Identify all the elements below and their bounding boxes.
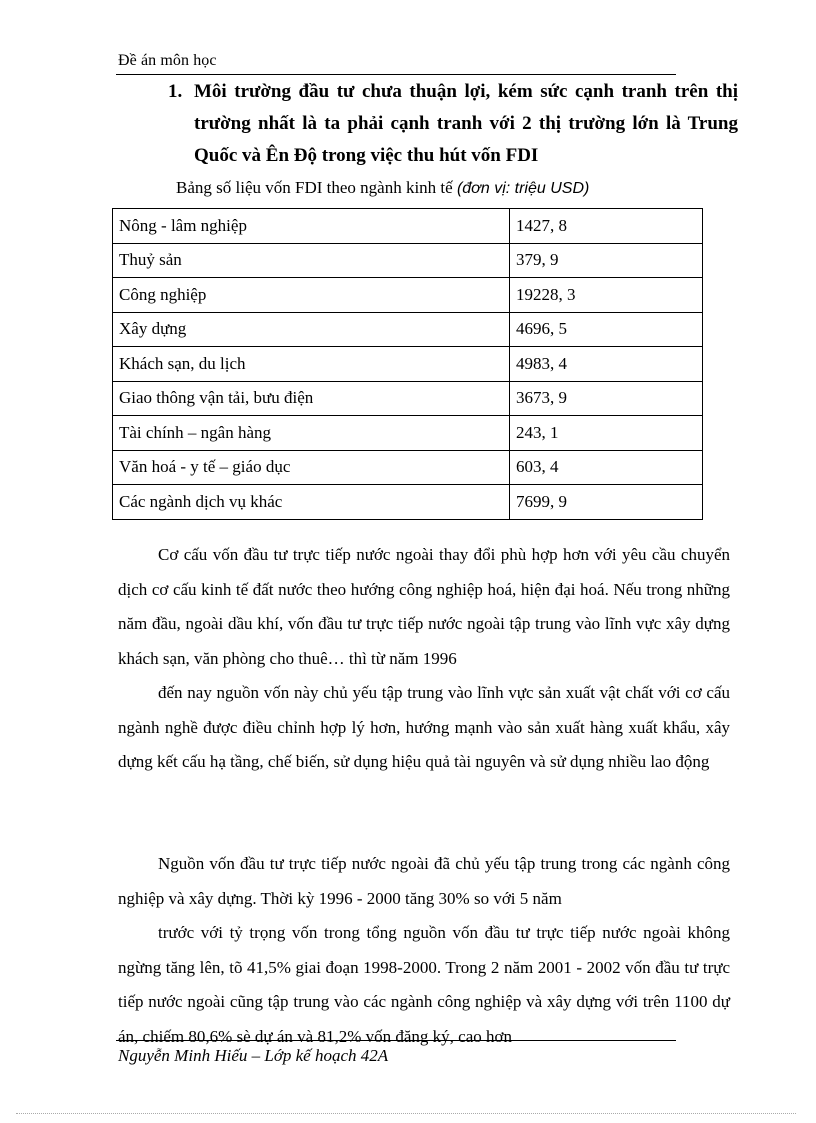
fdi-table [112, 208, 703, 520]
table-row [113, 209, 703, 244]
paragraph-1-part-a: Cơ cấu vốn đầu tư trực tiếp nước ngoài thay đổi phù hợp hơn với yêu cầu chuyển dịch cơ cấu kinh tế đất nước theo hướng công nghiệp hoá, hiện đại hoá. Nếu trong những năm đầu, ngoài dầu khí, vốn đầu tư trực tiếp nước ngoài tập trung vào lĩnh vực xây dựng khách sạn, văn phòng cho thuê… thì từ năm 1996 [118, 545, 730, 668]
footer-author: Nguyễn Minh Hiếu – Lớp kế hoạch 42A [118, 1046, 389, 1065]
table-row [113, 347, 703, 382]
sector-cell: Xây dựng [113, 312, 510, 347]
table-row [113, 450, 703, 485]
table-row [113, 381, 703, 416]
sector-cell: Các ngành dịch vụ khác [113, 485, 510, 520]
table-caption-text: Bảng số liệu vốn FDI theo ngành kinh tế [176, 178, 453, 197]
table-unit: (đơn vị: triệu USD) [456, 180, 590, 197]
table-row [113, 243, 703, 278]
sector-cell: Tài chính – ngân hàng [113, 416, 510, 451]
footer-rule [116, 1040, 676, 1041]
table-caption [176, 178, 589, 198]
paragraph-2-part-a: Nguồn vốn đầu tư trực tiếp nước ngoài đã chủ yếu tập trung trong các ngành công nghiệp và xây dựng. Thời kỳ 1996 - 2000 tăng 30% so với 5 năm [118, 854, 730, 908]
sector-cell: Công nghiệp [113, 278, 510, 313]
value-cell: 4983, 4 [510, 347, 703, 382]
header-rule [116, 74, 676, 75]
section-number: 1. [168, 81, 183, 102]
table-row [113, 485, 703, 520]
value-cell: 1427, 8 [510, 209, 703, 244]
sector-cell: Văn hoá - y tế – giáo dục [113, 450, 510, 485]
value-cell: 4696, 5 [510, 312, 703, 347]
section-heading-text: Môi trường đầu tư chưa thuận lợi, kém sức cạnh tranh trên thị trường nhất là ta phải cạnh tranh với 2 thị trường lớn là Trung Quốc và Ên Độ trong việc thu hút vốn FDI [194, 81, 738, 166]
paragraph-2 [118, 847, 730, 1054]
table-row [113, 278, 703, 313]
paragraph-1-part-b: đến nay nguồn vốn này chủ yếu tập trung vào lĩnh vực sản xuất vật chất với cơ cấu ngành nghề được điều chỉnh hợp lý hơn, hướng mạnh vào sản xuất hàng xuất khẩu, xây dựng kết cấu hạ tầng, chế biến, sử dụng hiệu quả tài nguyên và sử dụng nhiều lao động [118, 683, 730, 771]
table-row [113, 416, 703, 451]
value-cell: 379, 9 [510, 243, 703, 278]
paragraph-2-part-b: trước với tỷ trọng vốn trong tổng nguồn vốn đầu tư trực tiếp nước ngoài không ngừng tăng lên, tõ 41,5% giai đoạn 1998-2000. Trong 2 năm 2001 - 2002 vốn đầu tư trực tiếp nước ngoài cũng tập trung vào các ngành công nghiệp và xây dựng với trên 1100 dự án, chiếm 80,6% sè dự án và 81,2% vốn đăng ký, cao hơn [118, 923, 730, 1046]
value-cell: 19228, 3 [510, 278, 703, 313]
sector-cell: Nông - lâm nghiệp [113, 209, 510, 244]
value-cell: 3673, 9 [510, 381, 703, 416]
sector-cell: Khách sạn, du lịch [113, 347, 510, 382]
table-row [113, 312, 703, 347]
value-cell: 603, 4 [510, 450, 703, 485]
sector-cell: Giao thông vận tải, bưu điện [113, 381, 510, 416]
sector-cell: Thuỷ sản [113, 243, 510, 278]
section-heading [168, 76, 738, 172]
value-cell: 243, 1 [510, 416, 703, 451]
page-edge-dotted-line [16, 1113, 796, 1114]
paragraph-1 [118, 538, 730, 780]
value-cell: 7699, 9 [510, 485, 703, 520]
page-header-title: Đề án môn học [118, 52, 217, 69]
